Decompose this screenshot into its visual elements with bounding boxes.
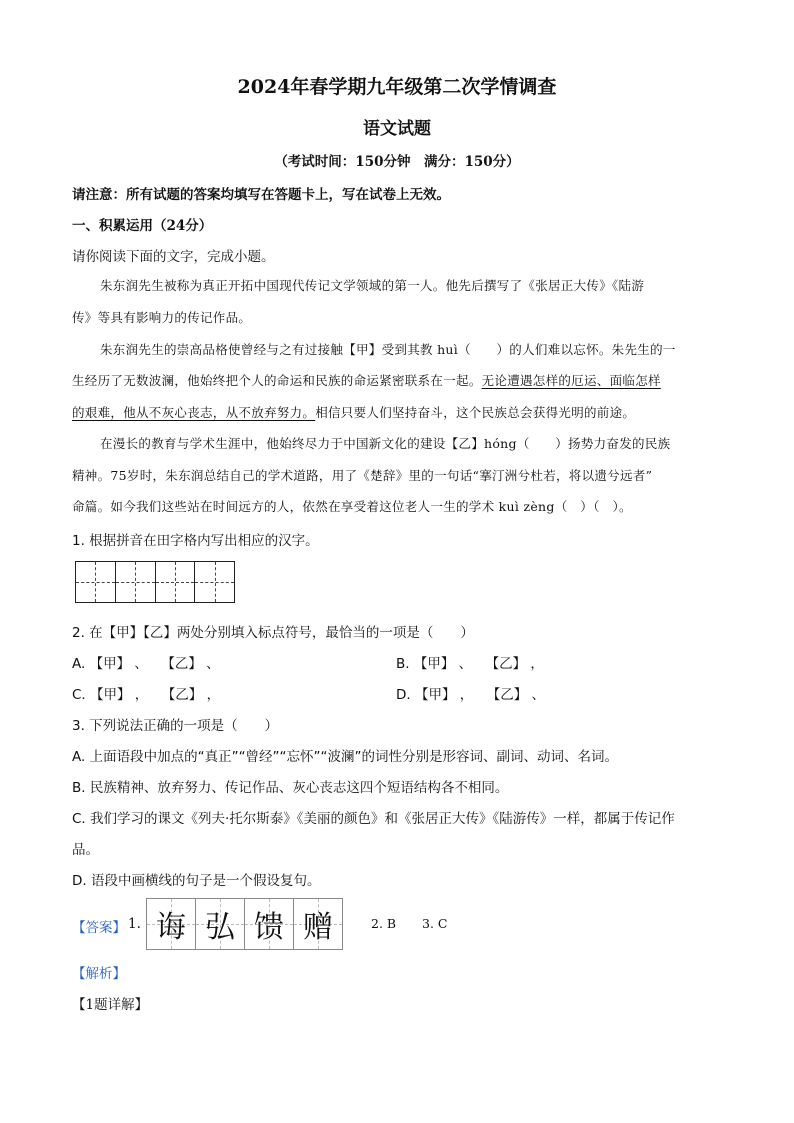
question-3: 3. 下列说法正确的一项是（ ） [72, 718, 279, 734]
option-a: A. 【甲】 、 【乙】 、 [72, 656, 220, 672]
answer-char: 赠 [294, 899, 342, 949]
answer-char: 馈 [245, 899, 294, 949]
option-d: D. 【甲】 ， 【乙】 、 [396, 687, 546, 703]
passage-line: 命篇。如今我们这些站在时间远方的人，依然在享受着这位老人一生的学术 kuì zèng（ ）（ ）。 [72, 499, 632, 514]
analysis-label: 【解析】 [72, 966, 126, 982]
option-c-cont: 品。 [72, 842, 99, 858]
exam-info: （考试时间：150分钟 满分：150分） [274, 154, 520, 170]
option-d: D. 语段中画横线的句子是一个假设复句。 [72, 873, 321, 889]
answer-char: 诲 [147, 899, 196, 949]
answer-q1-prefix: 1. [128, 916, 141, 932]
passage-line: 生经历了无数波澜，他始终把个人的命运和民族的命运紧密联系在一起。无论遭遇怎样的厄运、面临怎样 [72, 373, 661, 388]
passage-line: 在漫长的教育与学术生涯中，他始终尽力于中国新文化的建设【乙】hóng（ ）扬势力奋发的民族 [100, 436, 671, 451]
detail-label: 【1题详解】 [72, 997, 149, 1013]
question-2: 2. 在【甲】【乙】两处分别填入标点符号，最恰当的一项是（ ） [72, 625, 474, 641]
notice: 请注意：所有试题的答案均填写在答题卡上，写在试卷上无效。 [72, 187, 450, 203]
option-c: C. 【甲】 ， 【乙】 ， [72, 687, 221, 703]
passage-line: 朱东润先生被称为真正开拓中国现代传记文学领域的第一人。他先后撰写了《张居正大传》《陆游 [100, 278, 645, 293]
tianzige-grid [75, 561, 235, 603]
answer-grid [146, 898, 343, 950]
question-1: 1. 根据拼音在田字格内写出相应的汉字。 [72, 533, 319, 549]
underlined-sentence: 的艰难，他从不灰心丧志，从不放弃努力。 [72, 405, 316, 420]
answer-q2: 2. B [371, 916, 397, 931]
answer-label: 【答案】 [72, 920, 126, 936]
passage-line: 的艰难，他从不灰心丧志，从不放弃努力。相信只要人们坚持奋斗，这个民族总会获得光明的前途。 [72, 405, 636, 420]
underlined-sentence: 无论遭遇怎样的厄运、面临怎样 [481, 373, 661, 388]
passage-line: 精神。75岁时，朱东润总结自己的学术道路，用了《楚辞》里的一句话“搴汀洲兮杜若，将以遗兮远者” [72, 468, 653, 483]
option-a: A. 上面语段中加点的“真正”“曾经”“忘怀”“波澜”的词性分别是形容词、副词、动词、名词。 [72, 749, 619, 765]
answer-char: 弘 [196, 899, 245, 949]
option-c: C. 我们学习的课文《列夫·托尔斯泰》《美丽的颜色》和《张居正大传》《陆游传》一样，都属于传记作 [72, 811, 675, 827]
section-intro: 请你阅读下面的文字，完成小题。 [72, 249, 275, 265]
subject-title: 语文试题 [363, 119, 431, 139]
passage-line: 传》等具有影响力的传记作品。 [72, 310, 252, 325]
exam-title: 2024年春学期九年级第二次学情调查 [237, 76, 557, 98]
option-b: B. 民族精神、放弃努力、传记作品、灰心丧志这四个短语结构各不相同。 [72, 780, 509, 796]
section-heading: 一、积累运用（24分） [72, 218, 213, 234]
answer-q3: 3. C [422, 916, 448, 931]
passage-line: 朱东润先生的崇高品格使曾经与之有过接触【甲】受到其教 huì（ ）的人们难以忘怀。朱先生的一 [100, 342, 676, 357]
option-b: B. 【甲】 、 【乙】 ， [396, 656, 544, 672]
